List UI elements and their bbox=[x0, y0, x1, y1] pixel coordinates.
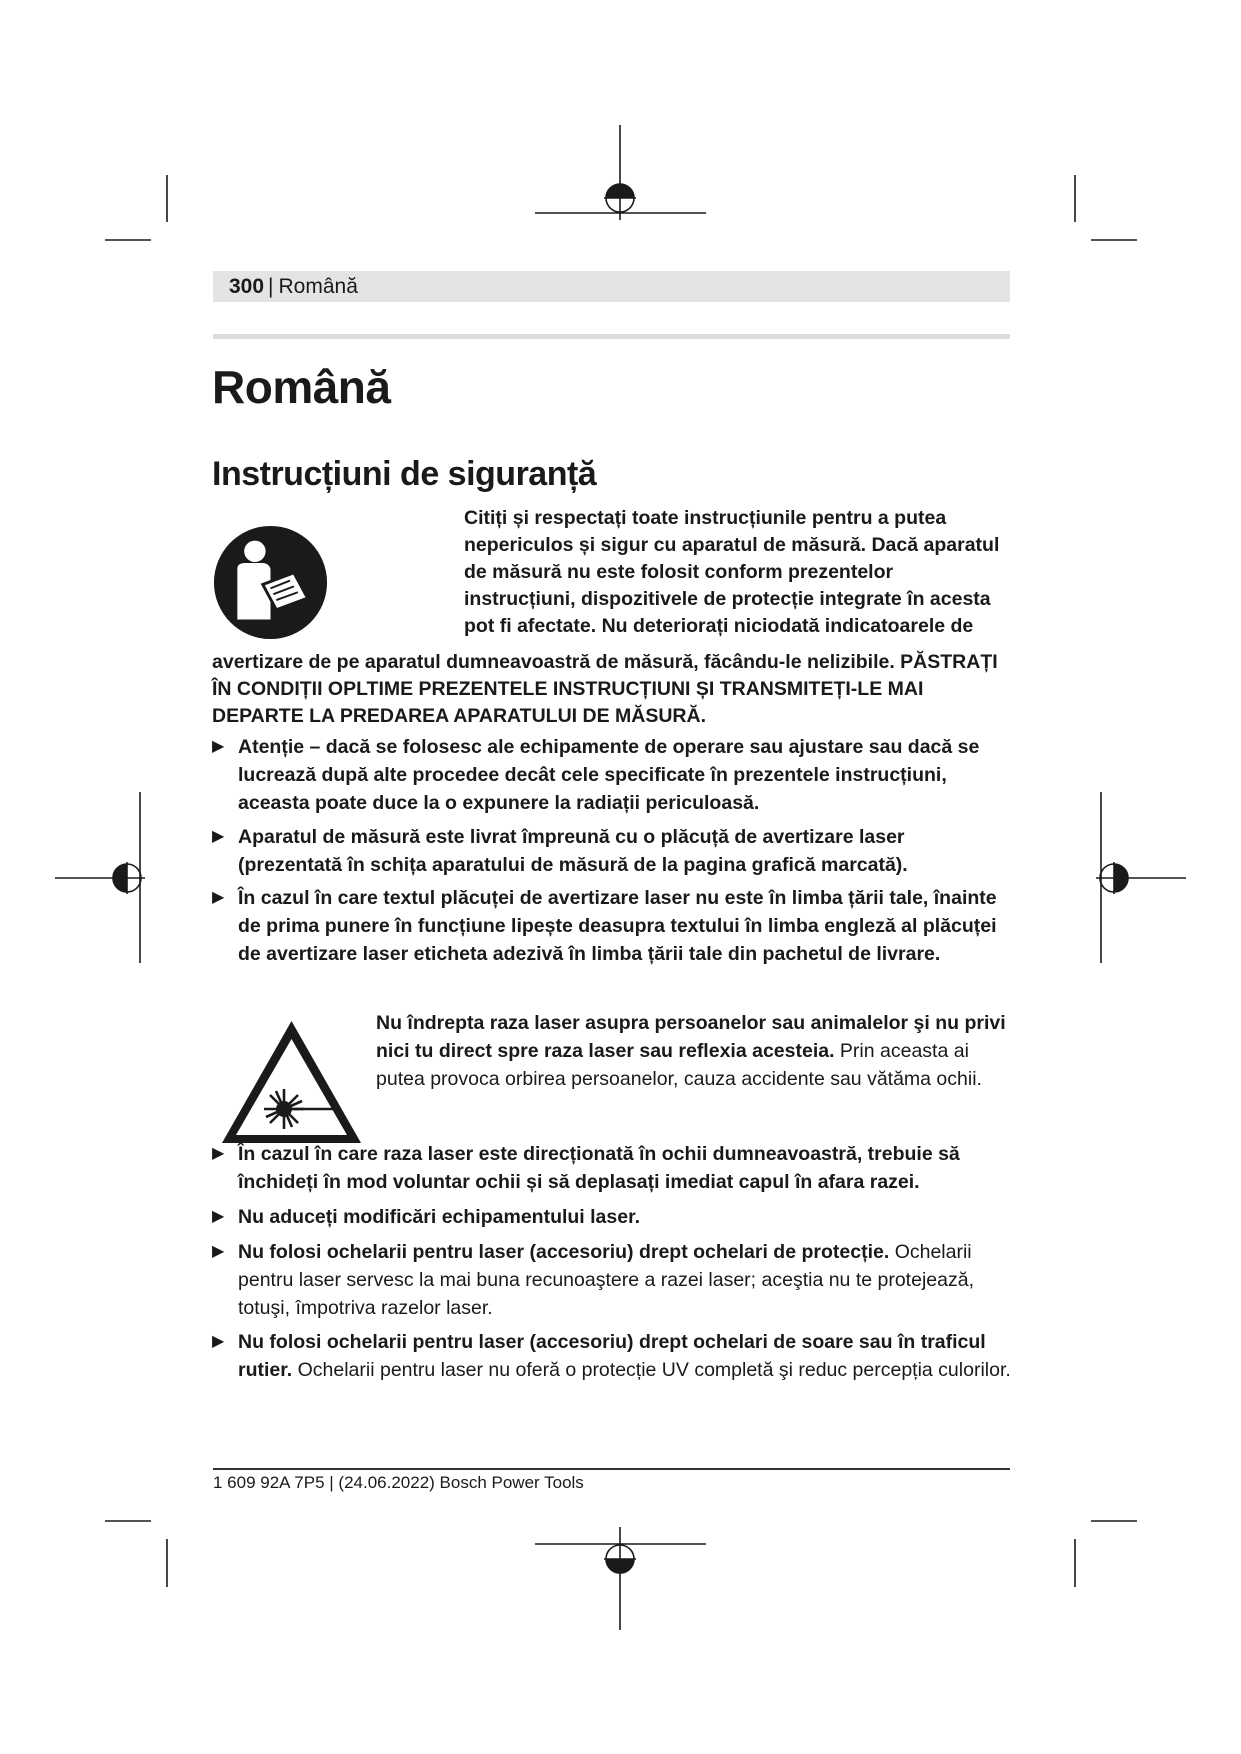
bullet-item bbox=[212, 1328, 1012, 1384]
header-separator: | bbox=[268, 274, 274, 298]
intro-text-right: Citiți și respectați toate instrucțiunile pentru a putea nepericulos și sigur cu aparatul de măsură. Dacă aparatul de măsură nu este folosit conform prezentelor instrucțiuni, dispozitivele de protecție integrate în acesta pot fi afectate. Nu deteriorați niciodată indicatoarele de bbox=[464, 507, 1000, 637]
footer-rule bbox=[213, 1468, 1010, 1470]
bullet-marker: ▶ bbox=[212, 738, 225, 755]
header-rule bbox=[213, 334, 1010, 339]
page-number: 300 bbox=[229, 274, 265, 298]
bullet-marker: ▶ bbox=[212, 1243, 225, 1260]
footer-text: 1 609 92A 7P5 | (24.06.2022) Bosch Power Tools bbox=[213, 1473, 584, 1492]
bullet-bold-text: Nu aduceți modificări echipamentului laser. bbox=[238, 1206, 641, 1228]
laser-warning-text bbox=[376, 1009, 1012, 1093]
bullet-bold-text: În cazul în care raza laser este direcționată în ochii dumneavoastră, trebuie să închideți în mod voluntar ochii și să deplasați imediat capul în afara razei. bbox=[238, 1143, 960, 1193]
page-title: Română bbox=[212, 361, 391, 413]
section-title: Instrucțiuni de siguranță bbox=[212, 455, 597, 493]
bullet-marker: ▶ bbox=[212, 1208, 225, 1225]
bullet-marker: ▶ bbox=[212, 1333, 225, 1350]
bullet-normal-text: Ochelarii pentru laser nu oferă o protecție UV completă şi reduc percepția culorilor. bbox=[297, 1359, 1011, 1381]
laser-warning-bold: Nu îndrepta raza laser asupra persoanelor sau animalelor şi nu privi nici tu direct spre raza laser sau reflexia acesteia. bbox=[376, 1012, 1006, 1062]
bullet-item bbox=[212, 884, 1012, 968]
intro-text-full: avertizare de pe aparatul dumneavoastră de măsură, făcându-le nelizibile. PĂSTRAȚI ÎN CONDIȚII OPLTIME PREZENTELE INSTRUCȚIUNI ȘI TRANSMITEȚI-LE MAI DEPARTE LA PREDAREA APARATULUI DE MĂSURĂ. bbox=[212, 651, 998, 727]
bullet-marker: ▶ bbox=[212, 1145, 225, 1162]
bullet-marker: ▶ bbox=[212, 828, 225, 845]
bullet-bold-text: Nu folosi ochelarii pentru laser (accesoriu) drept ochelari de protecție. bbox=[238, 1241, 890, 1263]
bullet-bold-text: Aparatul de măsură este livrat împreună cu o plăcuță de avertizare laser (prezentată în schița aparatului de măsură de la pagina grafică marcată). bbox=[238, 826, 908, 876]
bullet-bold-text: Nu folosi ochelarii pentru laser (accesoriu) drept ochelari de soare sau în traficul rutier. bbox=[238, 1331, 986, 1381]
bullet-marker: ▶ bbox=[212, 889, 225, 906]
bullet-item bbox=[212, 1203, 1012, 1231]
bullet-bold-text: Atenție – dacă se folosesc ale echipamente de operare sau ajustare sau dacă se lucrează după alte procedee decât cele specificate în prezentele instrucțiuni, aceasta poate duce la o expunere la radiații periculoasă. bbox=[238, 736, 980, 814]
bullet-item bbox=[212, 733, 1012, 817]
bullet-normal-text: Ochelarii pentru laser servesc la mai buna recunoaştere a razei laser; aceştia nu te protejează, totuşi, împotriva razelor laser. bbox=[238, 1241, 974, 1319]
header-language: Română bbox=[278, 274, 358, 298]
read-manual-icon bbox=[212, 524, 329, 641]
bullet-item bbox=[212, 1238, 1012, 1322]
bullet-item bbox=[212, 823, 1012, 879]
page-header bbox=[213, 271, 1010, 302]
laser-warning-icon bbox=[218, 1017, 365, 1147]
bullet-item bbox=[212, 1140, 1012, 1196]
bullet-bold-text: În cazul în care textul plăcuței de avertizare laser nu este în limba țării tale, înainte de prima punere în funcțiune lipește deasupra textului în limba engleză al plăcuței de avertizare laser eticheta adezivă în limba țării tale din pachetul de livrare. bbox=[238, 887, 997, 965]
laser-warning-normal: Prin aceasta ai putea provoca orbirea persoanelor, cauza accidente sau vătăma ochii. bbox=[376, 1040, 982, 1090]
